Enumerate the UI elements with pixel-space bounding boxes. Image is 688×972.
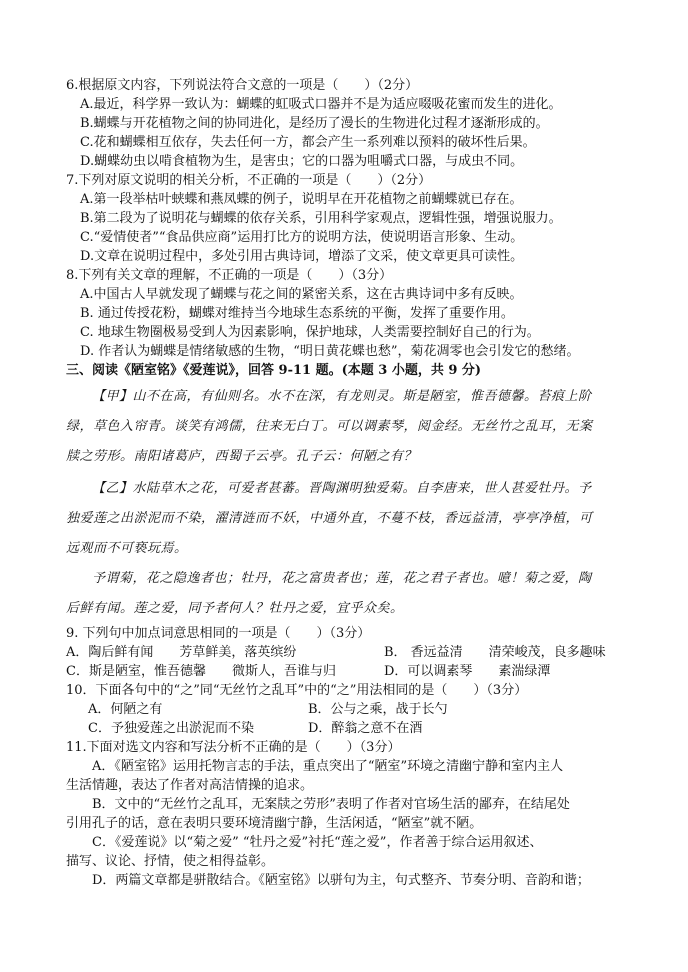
question-7-option-d: D.文章在说明过程中，多处引用古典诗词，增添了文采，使文章更具可读性。 (80, 249, 524, 264)
question-11-option-c-line-2: 描写、议论、抒情，使之相得益彰。 (66, 854, 275, 869)
passage-yi-line-2: 独爱莲之出淤泥而不染，濯清涟而不妖，中通外直，不蔓不枝，香远益清，亭亭净植，可 (66, 511, 593, 526)
question-8-option-c: C. 地球生物圈极易受到人为因素影响，保护地球，人类需要控制好自己的行为。 (80, 325, 540, 340)
question-11-option-a-line-2: 生活情趣，表达了作者对高洁情操的追求。 (66, 778, 314, 793)
exam-page (66, 76, 636, 890)
question-9 (66, 624, 636, 681)
question-6-option-c: C.花和蝴蝶相互依存，失去任何一方，都会产生一系列难以预料的破坏性后果。 (80, 135, 536, 150)
passage-yi-line-5: 后鲜有闻。莲之爱，同予者何人？牡丹之爱，宜乎众矣。 (66, 601, 404, 616)
passage-yi-line-4: 予谓菊，花之隐逸者也；牡丹，花之富贵者也；莲，花之君子者也。噫！菊之爱，陶 (92, 571, 592, 586)
question-6-option-b: B.蝴蝶与开花植物之间的协同进化，是经历了漫长的生物进化过程才逐渐形成的。 (80, 116, 549, 131)
question-10-option-a: A．何陋之有 (88, 702, 163, 717)
question-10-row-1 (66, 700, 636, 719)
question-8 (66, 266, 636, 361)
passage-yi-line-3: 远观而不可亵玩焉。 (66, 541, 188, 556)
passage-yi (66, 474, 636, 624)
question-6-option-d: D.蝴蝶幼虫以啃食植物为生，是害虫；它的口器为咀嚼式口器，与成虫不同。 (80, 154, 524, 169)
passage-yi-line-1: 【乙】水陆草木之花，可爱者甚蕃。晋陶渊明独爱菊。自李唐来，世人甚爱牡丹。予 (92, 481, 592, 496)
question-7-stem: 7.下列对原文说明的相关分析，不正确的一项是（ ）（2分） (66, 173, 432, 188)
question-11-option-d-line-1: D．两篇文章都是骈散结合。《陋室铭》以骈句为主，句式整齐、节奏分明、音韵和谐； (92, 873, 590, 888)
question-8-stem: 8.下列有关文章的理解，不正确的一项是（ ）（3分） (66, 268, 393, 283)
question-10-row-2 (66, 719, 636, 738)
question-7-option-b: B.第二段为了说明花与蝴蝶的依存关系，引用科学家观点，逻辑性强，增强说服力。 (80, 211, 562, 226)
question-8-option-d: D. 作者认为蝴蝶是情绪敏感的生物，“明日黄花蝶也愁”，菊花凋零也会引发它的愁绪。 (80, 344, 580, 359)
question-7-option-c: C.“爱情使者”“食品供应商”运用打比方的说明方法，使说明语言形象、生动。 (80, 230, 524, 245)
question-9-option-c: C．斯是陋室，惟吾德馨 微斯人，吾谁与归 (66, 664, 336, 679)
question-11-option-c-line-1: C．《爱莲说》以“菊之爱” “牡丹之爱”衬托“莲之爱”，作者善于综合运用叙述、 (92, 835, 543, 850)
question-10-option-b: B．公与之乘，战于长勺 (308, 702, 448, 717)
question-9-row-1 (66, 643, 636, 662)
question-10-option-d: D．醉翁之意不在酒 (308, 721, 423, 736)
question-10 (66, 681, 636, 738)
passage-jia-line-1: 【甲】山不在高，有仙则名。水不在深，有龙则灵。斯是陋室，惟吾德馨。苔痕上阶 (92, 389, 592, 404)
question-8-option-a: A.中国古人早就发现了蝴蝶与花之间的紧密关系，这在古典诗词中多有反映。 (80, 287, 523, 302)
section-3-heading: 三、阅读《陋室铭》《爱莲说》，回答 9-11 题。(本题 3 小题，共 9 分) (66, 363, 482, 378)
question-11-option-b-line-2: 引用孔子的话，意在表明只要环境清幽宁静，生活闲适，“陋室”就不陋。 (66, 816, 483, 831)
question-11-option-b-line-1: B．文中的“无丝竹之乱耳，无案牍之劳形”表明了作者对官场生活的鄙弃，在结尾处 (92, 797, 570, 812)
question-9-option-a: A．陶后鲜有闻 芳草鲜美，落英缤纷 (66, 645, 297, 660)
question-7 (66, 171, 636, 266)
question-11-stem: 11.下面对选文内容和写法分析不正确的是（ ）（3分） (66, 740, 401, 755)
question-10-stem: 10．下面各句中的“之”同“无丝竹之乱耳”中的“之”用法相同的是（ ）（3分） (66, 683, 528, 698)
question-9-option-b: B． 香远益清 清荣峻茂，良多趣味 (384, 645, 606, 660)
question-11 (66, 738, 636, 890)
question-6-option-a: A.最近，科学界一致认为：蝴蝶的虹吸式口器并不是为适应啜吸花蜜而发生的进化。 (80, 97, 562, 112)
question-9-option-d: D．可以调素琴 素湍绿潭 (384, 664, 551, 679)
question-8-option-b: B. 通过传授花粉，蝴蝶对维持当今地球生态系统的平衡，发挥了重要作用。 (80, 306, 514, 321)
question-9-stem: 9. 下列句中加点词意思相同的一项是（ ）（3分） (66, 626, 371, 641)
question-6 (66, 76, 636, 171)
question-9-row-2 (66, 662, 636, 681)
question-10-option-c: C．予独爱莲之出淤泥而不染 (88, 721, 254, 736)
passage-jia-line-3: 牍之劳形。南阳诸葛庐，西蜀子云亭。孔子云：何陋之有？ (66, 449, 418, 464)
question-7-option-a: A.第一段举枯叶蛱蝶和燕凤蝶的例子，说明早在开花植物之前蝴蝶就已存在。 (80, 192, 523, 207)
passage-jia (66, 382, 636, 472)
question-6-stem: 6.根据原文内容，下列说法符合文意的一项是（ ）（2分） (66, 78, 419, 93)
passage-jia-line-2: 绿，草色入帘青。谈笑有鸿儒，往来无白丁。可以调素琴，阅金经。无丝竹之乱耳，无案 (66, 419, 593, 434)
question-11-option-a-line-1: A．《陋室铭》运用托物言志的手法，重点突出了“陋室”环境之清幽宁静和室内主人 (92, 759, 564, 774)
